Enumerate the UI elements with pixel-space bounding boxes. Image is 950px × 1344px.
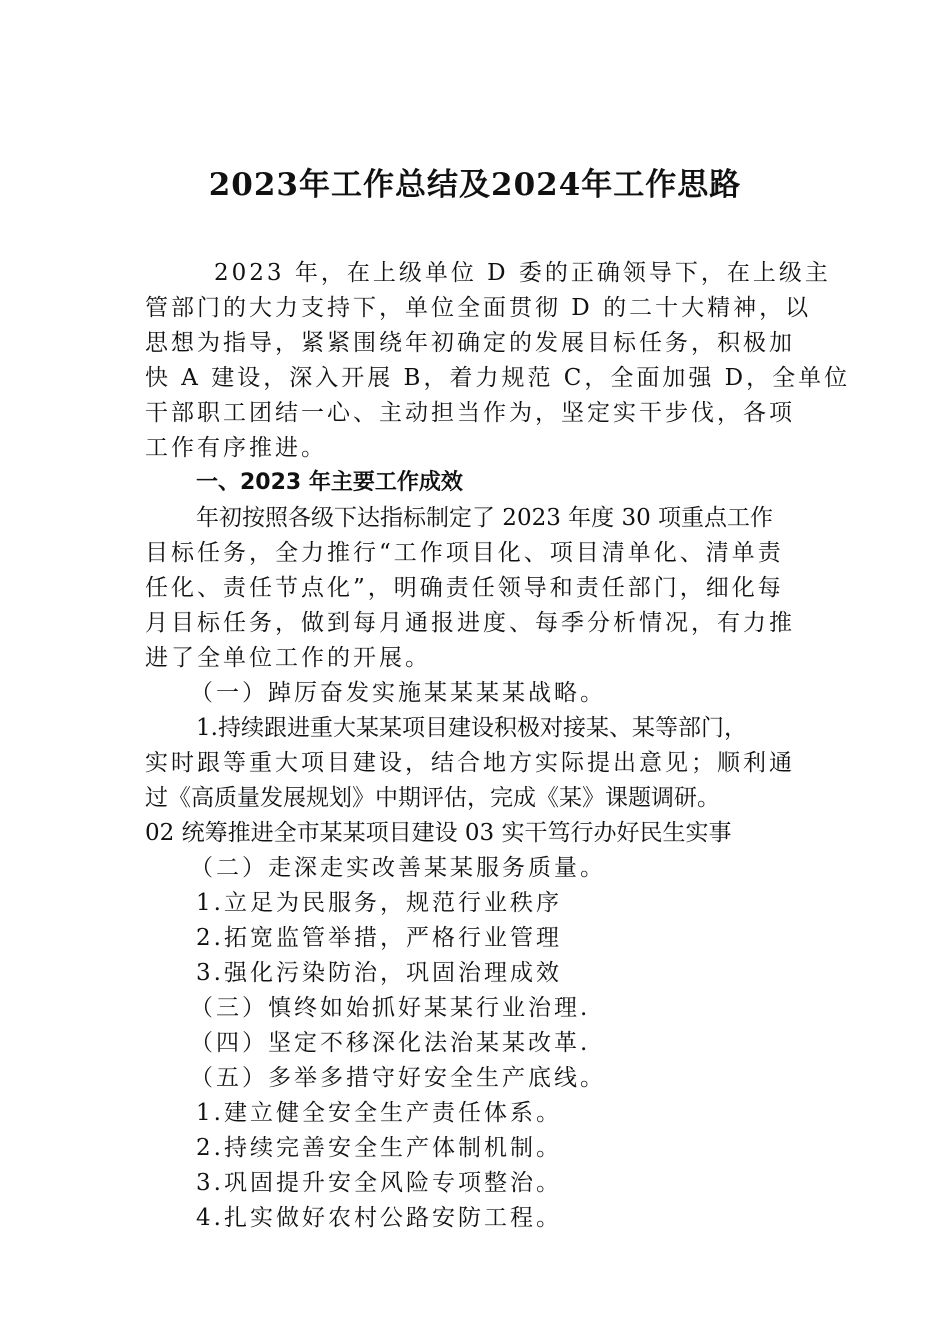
sub1-line-1: 1.持续跟进重大某某项目建设积极对接某、某等部门， bbox=[196, 715, 747, 741]
sub2-item-3: 3.强化污染防治，巩固治理成效 bbox=[196, 960, 562, 986]
intro-line-6: 工作有序推进。 bbox=[145, 435, 327, 461]
intro-line-1: 2023 年，在上级单位 D 委的正确领导下，在上级主 bbox=[214, 260, 831, 286]
section1-line-1: 年初按照各级下达指标制定了 2023 年度 30 项重点工作 bbox=[196, 505, 774, 531]
intro-line-5: 干部职工团结一心、主动担当作为，坚定实干步伐，各项 bbox=[145, 400, 795, 426]
subsection-heading-2: （二）走深走实改善某某服务质量。 bbox=[190, 855, 606, 881]
sub1-line-2: 实时跟等重大项目建设，结合地方实际提出意见；顺利通 bbox=[145, 750, 795, 776]
section-heading: 一、2023 年主要工作成效 bbox=[196, 470, 463, 495]
section1-line-2: 目标任务，全力推行“工作项目化、项目清单化、清单责 bbox=[145, 540, 784, 566]
section1-line-5: 进了全单位工作的开展。 bbox=[145, 645, 431, 671]
sub1-line-4: 02 统筹推进全市某某项目建设 03 实干笃行办好民生实事 bbox=[145, 820, 732, 846]
intro-line-2: 管部门的大力支持下，单位全面贯彻 D 的二十大精神，以 bbox=[145, 295, 812, 321]
intro-line-3: 思想为指导，紧紧围绕年初确定的发展目标任务，积极加 bbox=[145, 330, 795, 356]
sub2-item-1: 1.立足为民服务，规范行业秩序 bbox=[196, 890, 562, 916]
subsection-heading-3: （三）慎终如始抓好某某行业治理. bbox=[190, 995, 591, 1021]
subsection-heading-5: （五）多举多措守好安全生产底线。 bbox=[190, 1065, 606, 1091]
sub2-item-2: 2.拓宽监管举措，严格行业管理 bbox=[196, 925, 562, 951]
section1-line-3: 任化、责任节点化”，明确责任领导和责任部门，细化每 bbox=[145, 575, 784, 601]
sub5-item-3: 3.巩固提升安全风险专项整治。 bbox=[196, 1170, 562, 1196]
section1-line-4: 月目标任务，做到每月通报进度、每季分析情况，有力推 bbox=[145, 610, 795, 636]
sub5-item-4: 4.扎实做好农村公路安防工程。 bbox=[196, 1205, 562, 1231]
intro-line-4: 快 A 建设，深入开展 B，着力规范 C，全面加强 D，全单位 bbox=[145, 365, 851, 391]
document-title: 2023年工作总结及2024年工作思路 bbox=[208, 167, 742, 203]
subsection-heading-4: （四）坚定不移深化法治某某改革. bbox=[190, 1030, 591, 1056]
sub5-item-2: 2.持续完善安全生产体制机制。 bbox=[196, 1135, 562, 1161]
subsection-heading-1: （一）踔厉奋发实施某某某某战略。 bbox=[190, 680, 606, 706]
sub1-line-3: 过《高质量发展规划》中期评估，完成《某》课题调研。 bbox=[145, 785, 720, 811]
sub5-item-1: 1.建立健全安全生产责任体系。 bbox=[196, 1100, 562, 1126]
